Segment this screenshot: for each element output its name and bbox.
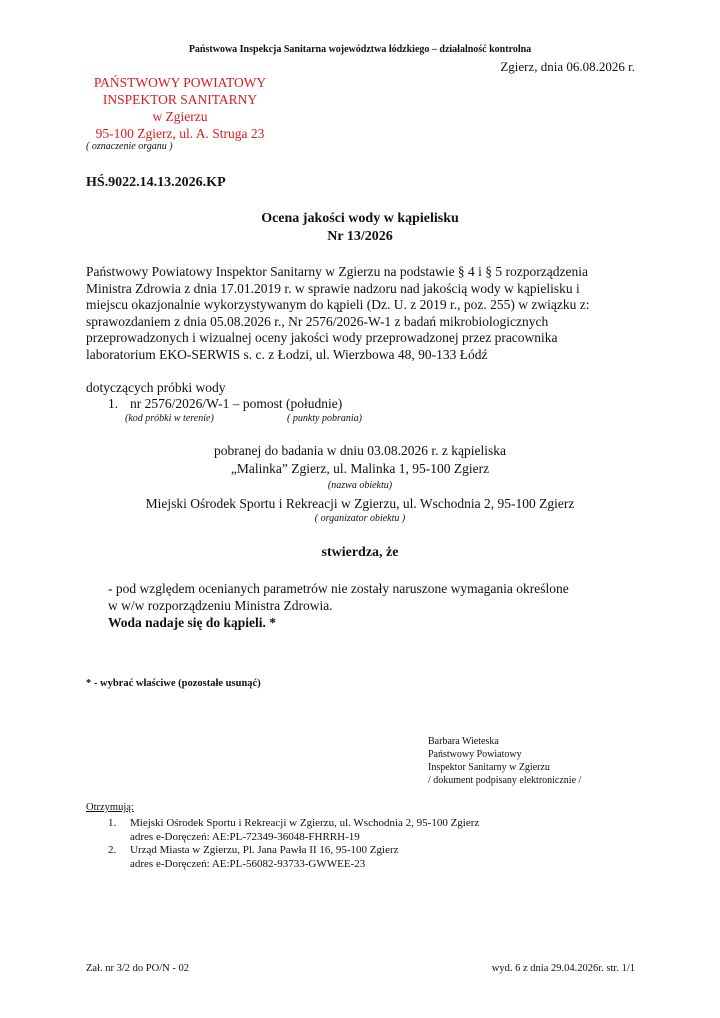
recipient-number: 2.	[108, 844, 117, 856]
object-note: (nazwa obiektu)	[327, 480, 393, 491]
signature-note: / dokument podpisany elektronicznie /	[428, 775, 582, 786]
recipient-name: Miejski Ośrodek Sportu i Rekreacji w Zgierzu, ul. Wschodnia 2, 95-100 Zgierz	[130, 817, 480, 829]
reference-number: HŚ.9022.14.13.2026.KP	[86, 175, 226, 190]
sample-points-note: ( punkty pobrania)	[287, 413, 362, 424]
organ-address: 95-100 Zgierz, ul. A. Struga 23	[95, 126, 265, 141]
list-item	[108, 844, 479, 858]
title-line-1: Ocena jakości wody w kąpielisku	[261, 211, 459, 226]
result-line-1: - pod względem ocenianych parametrów nie zostały naruszone wymagania określone	[108, 581, 569, 596]
intro-line: Państwowy Powiatowy Inspektor Sanitarny w Zgierzu na podstawie § 4 i § 5 rozporządzenia	[86, 264, 589, 279]
recipients-list	[108, 817, 479, 871]
recipients-title: Otrzymują:	[86, 802, 134, 813]
result-verdict: Woda nadaje się do kąpieli. *	[108, 615, 277, 630]
sample-description: nr 2576/2026/W-1 – pomost (południe)	[130, 396, 343, 411]
recipient-address: adres e-Doręczeń: AE:PL-56082-93733-GWWEE-23	[130, 857, 366, 870]
organ-line-1: PAŃSTWOWY POWIATOWY	[93, 75, 267, 90]
document-header: Państwowa Inspekcja Sanitarna województwa łódzkiego – działalność kontrolna	[188, 44, 532, 55]
signatory-name: Barbara Wieteska	[428, 736, 499, 747]
sample-intro: dotyczących próbki wody	[86, 380, 226, 395]
footnote: * - wybrać właściwe (pozostałe usunąć)	[86, 678, 261, 689]
intro-line: laboratorium EKO-SERWIS s. c. z Łodzi, ul. Wierzbowa 48, 90-133 Łódź	[86, 346, 488, 362]
intro-line: miejscu okazjonalnie wykorzystywanym do kąpieli (Dz. U. z 2019 r., poz. 255) w związku z:	[86, 297, 590, 312]
sample-code-note: (kod próbki w terenie)	[125, 413, 214, 424]
document-date: Zgierz, dnia 06.08.2026 r.	[500, 59, 635, 74]
organ-line-3: w Zgierzu	[152, 109, 208, 124]
object-name: „Malinka” Zgierz, ul. Malinka 1, 95-100 Zgierz	[230, 461, 490, 476]
sampling-date: pobranej do badania w dniu 03.08.2026 r. z kąpieliska	[213, 443, 507, 458]
recipient-number: 1.	[108, 817, 117, 829]
issuing-organ	[80, 74, 280, 142]
document-title	[0, 210, 720, 246]
result-line-2: w w/w rozporządzeniu Ministra Zdrowia.	[108, 598, 333, 613]
organ-note: ( oznaczenie organu )	[86, 141, 173, 152]
recipient-address: adres e-Doręczeń: AE:PL-72349-36048-FHRRH-19	[130, 830, 360, 843]
assessment-result	[108, 580, 648, 631]
intro-line: Ministra Zdrowia z dnia 17.01.2019 r. w sprawie nadzoru nad jakością wody w kąpielisku i	[86, 280, 580, 296]
intro-line: przeprowadzonych i wizualnej oceny jakości wody przeprowadzonej przez pracownika	[86, 330, 558, 345]
statement-heading: stwierdza, że	[321, 545, 399, 560]
organizer-name: Miejski Ośrodek Sportu i Rekreacji w Zgierzu, ul. Wschodnia 2, 95-100 Zgierz	[145, 496, 575, 511]
title-line-2: Nr 13/2026	[327, 229, 393, 244]
signatory-role-2: Inspektor Sanitarny w Zgierzu	[428, 762, 550, 773]
footer-edition: wyd. 6 z dnia 29.04.2026r. str. 1/1	[491, 963, 635, 974]
intro-paragraph	[86, 264, 634, 363]
sample-item	[108, 396, 342, 412]
intro-line: sprawozdaniem z dnia 05.08.2026 r., Nr 2576/2026-W-1 z badań mikrobiologicznych	[86, 313, 549, 329]
signatory-role-1: Państwowy Powiatowy	[428, 749, 522, 760]
list-item	[108, 817, 479, 831]
recipient-name: Urząd Miasta w Zgierzu, Pl. Jana Pawła II 16, 95-100 Zgierz	[130, 844, 399, 856]
signature-block	[428, 735, 581, 787]
organ-line-2: INSPEKTOR SANITARNY	[102, 92, 258, 107]
footer-form-id: Zał. nr 3/2 do PO/N - 02	[86, 963, 189, 974]
organizer-note: ( organizator obiektu )	[314, 513, 406, 524]
sample-number: 1.	[108, 396, 119, 411]
